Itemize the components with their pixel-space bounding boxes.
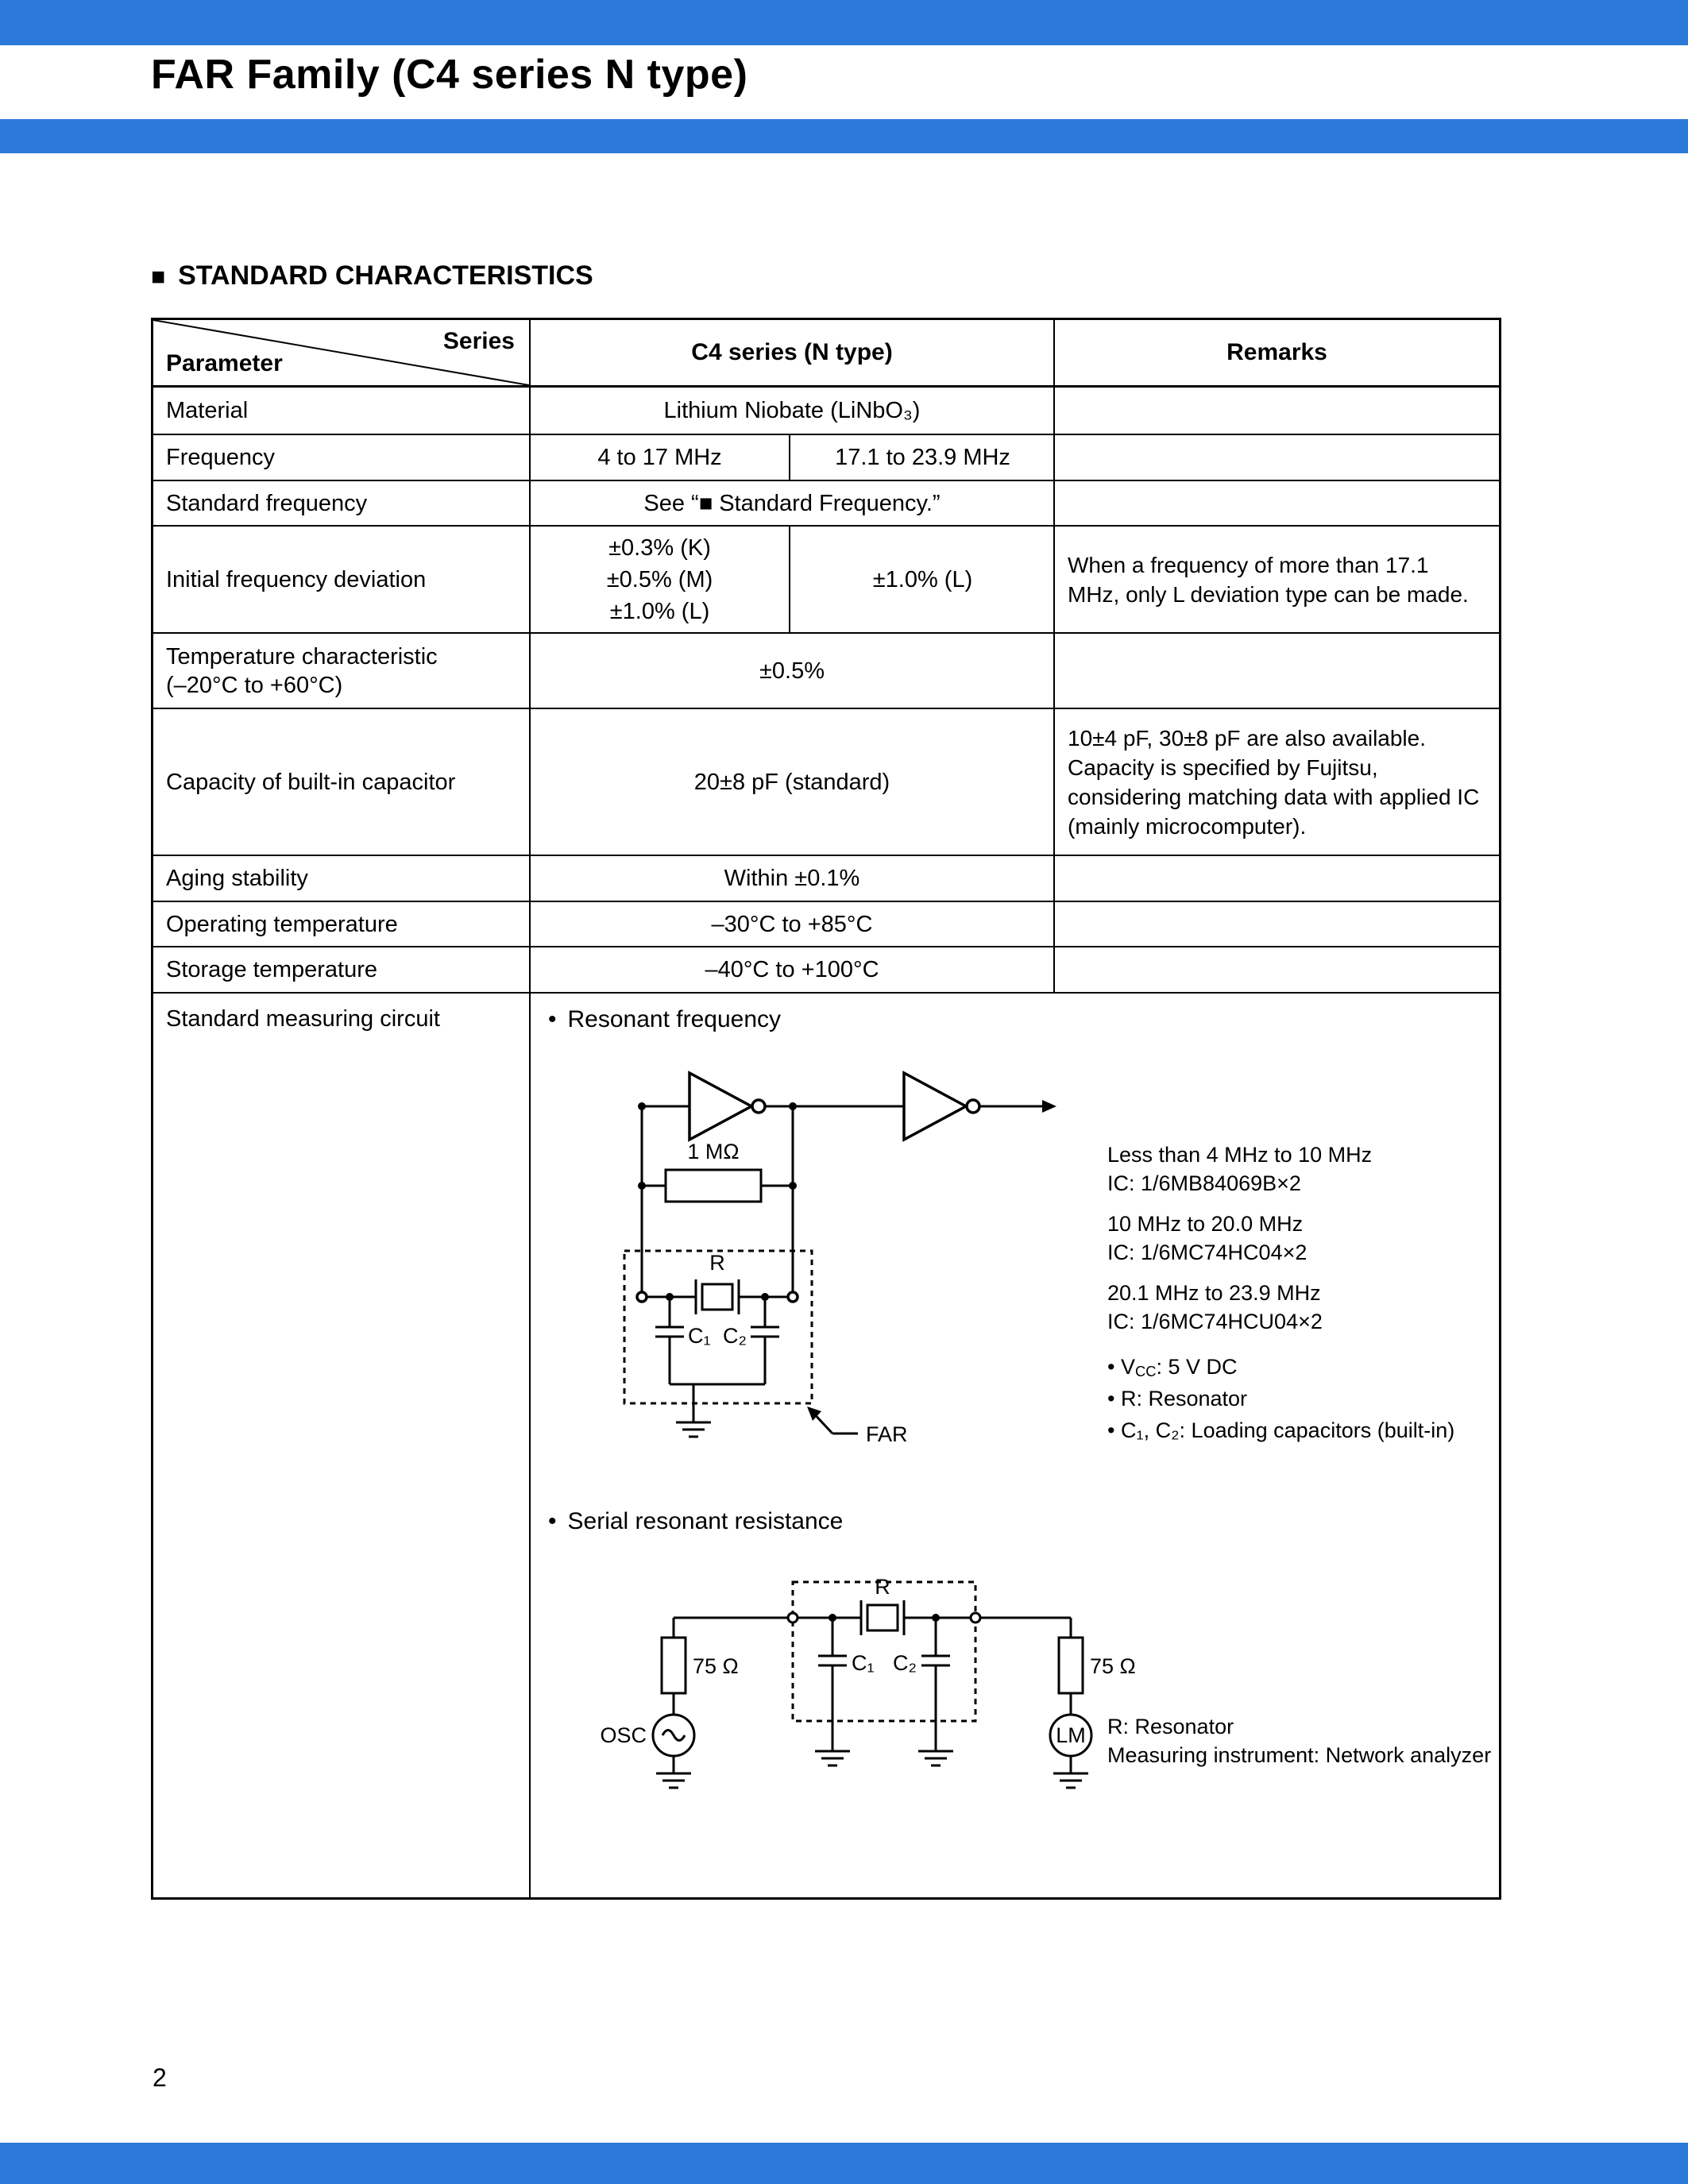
header-series-label: Series — [442, 328, 515, 354]
output-arrow-icon — [1042, 1100, 1056, 1113]
row-operating — [153, 902, 1499, 947]
frequency-remarks — [1055, 435, 1499, 480]
capacity-value: 20±8 pF (standard) — [531, 709, 1055, 855]
circuit1-title: • Resonant frequency — [548, 1006, 782, 1032]
row-temperature — [153, 634, 1499, 709]
resistor-left-label: 75 Ω — [693, 1654, 739, 1678]
aging-param: Aging stability — [153, 856, 531, 901]
standard-characteristics-table — [151, 318, 1501, 1900]
table-header-row — [153, 320, 1499, 388]
row-initial-deviation — [153, 527, 1499, 634]
standard-frequency-param: Standard frequency — [153, 481, 531, 525]
material-value: Lithium Niobate (LiNbO₃) — [531, 388, 1055, 434]
temperature-remarks — [1055, 634, 1499, 708]
ic-note-2: 10 MHz to 20.0 MHz IC: 1/6MC74HC04×2 — [1107, 1212, 1308, 1264]
aging-remarks — [1055, 856, 1499, 901]
resonator-note: • R: Resonator — [1107, 1387, 1248, 1410]
section-heading — [151, 260, 593, 291]
resonant-frequency-circuit-diagram — [562, 1051, 1071, 1467]
resistor-label: 1 MΩ — [687, 1140, 740, 1163]
section-heading-text: STANDARD CHARACTERISTICS — [178, 260, 593, 291]
operating-param: Operating temperature — [153, 902, 531, 946]
row-frequency — [153, 435, 1499, 481]
inverter-2-icon — [904, 1073, 966, 1140]
header-remarks-label: Remarks — [1226, 339, 1327, 365]
page-title: FAR Family (C4 series N type) — [151, 52, 748, 98]
frequency-high-value: 17.1 to 23.9 MHz — [835, 445, 1010, 470]
standard-frequency-remarks — [1055, 481, 1499, 525]
standard-frequency-value: See “■ Standard Frequency.” — [531, 481, 1055, 525]
row-storage — [153, 947, 1499, 994]
c2-label: C₂ — [723, 1324, 747, 1348]
aging-value: Within ±0.1% — [531, 856, 1055, 901]
serial-resonant-circuit-diagram — [594, 1562, 1150, 1808]
circuit2-title: • Serial resonant resistance — [548, 1508, 844, 1534]
resistor-75-right — [1059, 1638, 1083, 1693]
resonator-crystal — [702, 1284, 732, 1310]
c1-label: C₁ — [852, 1651, 875, 1675]
row-aging — [153, 856, 1499, 902]
initial-deviation-kml: ±0.3% (K) ±0.5% (M) ±1.0% (L) — [531, 527, 790, 632]
header-c4-series-label: C4 series (N type) — [531, 320, 1055, 385]
operating-remarks — [1055, 902, 1499, 946]
ic-note-1: Less than 4 MHz to 10 MHz IC: 1/6MB84069B×2 — [1107, 1143, 1373, 1195]
row-material — [153, 388, 1499, 435]
top-blue-bar — [0, 0, 1688, 45]
circuit1-labels — [687, 1140, 907, 1446]
title-underline-bar — [0, 119, 1688, 153]
storage-value: –40°C to +100°C — [531, 947, 1055, 992]
frequency-values — [531, 435, 1055, 480]
resonator-crystal — [867, 1605, 898, 1630]
header-parameter-series-cell — [153, 320, 531, 385]
far-dotted-box — [793, 1582, 975, 1721]
resonator-label: R — [875, 1575, 890, 1599]
lm-label: LM — [1056, 1723, 1086, 1747]
frequency-param: Frequency — [153, 435, 531, 480]
initial-deviation-l: ±1.0% (L) — [872, 566, 973, 592]
row-measuring-circuit — [153, 994, 1499, 1897]
storage-param: Storage temperature — [153, 947, 531, 992]
feedback-resistor — [666, 1170, 761, 1202]
terminal-right — [788, 1292, 798, 1302]
c1-label: C₁ — [688, 1324, 711, 1348]
terminal-left — [788, 1613, 798, 1623]
row-capacity — [153, 709, 1499, 856]
circuit2-wires — [653, 1582, 1091, 1788]
initial-deviation-remarks: When a frequency of more than 17.1 MHz, only L deviation type can be made. — [1068, 552, 1469, 607]
frequency-low-value: 4 to 17 MHz — [531, 435, 790, 480]
osc-label: OSC — [600, 1723, 647, 1747]
terminal-left — [637, 1292, 647, 1302]
measuring-circuit-cell — [531, 994, 1499, 1897]
temperature-value: ±0.5% — [531, 634, 1055, 708]
temperature-param: Temperature characteristic (–20°C to +60°C) — [153, 634, 531, 708]
row-standard-frequency — [153, 481, 1499, 527]
resistor-right-label: 75 Ω — [1090, 1654, 1136, 1678]
measuring-param: Standard measuring circuit — [153, 994, 531, 1897]
c2-label: C₂ — [893, 1651, 917, 1675]
bullet-icon: • — [548, 1508, 557, 1534]
page-number: 2 — [153, 2063, 167, 2092]
bottom-blue-bar — [0, 2143, 1688, 2184]
ic-note-3: 20.1 MHz to 23.9 MHz IC: 1/6MC74HCU04×2 — [1107, 1281, 1323, 1333]
material-param: Material — [153, 388, 531, 434]
initial-deviation-param: Initial frequency deviation — [153, 527, 531, 632]
capacitors-note: • C₁, C₂: Loading capacitors (built-in) — [1107, 1418, 1455, 1442]
initial-deviation-values — [531, 527, 1055, 632]
resistor-75-left — [662, 1638, 686, 1693]
resonator-label: R — [709, 1251, 725, 1275]
operating-value: –30°C to +85°C — [531, 902, 1055, 946]
terminal-right — [971, 1613, 980, 1623]
header-parameter-label: Parameter — [166, 350, 283, 376]
vcc-note: • VCC: 5 V DC — [1107, 1355, 1238, 1379]
far-label: FAR — [866, 1422, 908, 1446]
square-bullet-icon: ■ — [151, 264, 166, 290]
inverter-1-icon — [689, 1073, 751, 1140]
capacity-remarks: 10±4 pF, 30±8 pF are also available. Capacity is specified by Fujitsu, considering matching data with applied IC (mainly microcomputer). — [1068, 725, 1480, 839]
storage-remarks — [1055, 947, 1499, 992]
material-remarks — [1055, 388, 1499, 434]
capacity-param: Capacity of built-in capacitor — [153, 709, 531, 855]
circuit2-notes: R: Resonator Measuring instrument: Network analyzer — [1107, 1715, 1492, 1767]
bullet-icon: • — [548, 1006, 557, 1032]
